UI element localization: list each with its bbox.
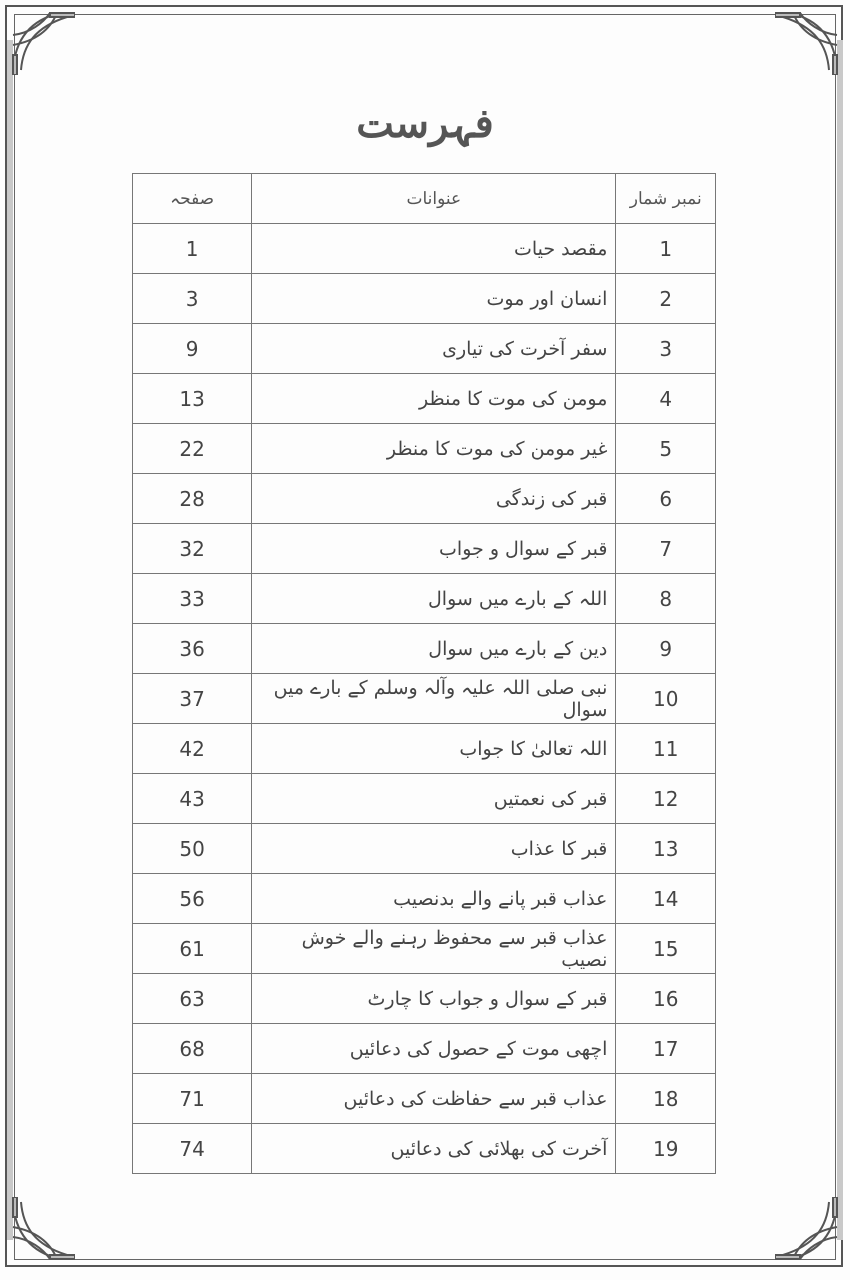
table-row xyxy=(133,924,716,974)
corner-ornament-icon xyxy=(775,1197,845,1267)
table-row xyxy=(133,474,716,524)
table-row xyxy=(133,1074,716,1124)
page-border-strip-left xyxy=(7,40,13,1240)
row-title: نبی صلی اللہ علیہ وآلہ وسلم کے بارے میں سوال xyxy=(252,674,616,724)
row-page-number: 68 xyxy=(133,1024,252,1074)
row-page-number: 43 xyxy=(133,774,252,824)
table-row xyxy=(133,574,716,624)
table-row xyxy=(133,224,716,274)
row-page-number: 56 xyxy=(133,874,252,924)
row-title: غیر مومن کی موت کا منظر xyxy=(252,424,616,474)
row-serial-number: 2 xyxy=(616,274,716,324)
row-title: مومن کی موت کا منظر xyxy=(252,374,616,424)
row-page-number: 33 xyxy=(133,574,252,624)
table-row xyxy=(133,774,716,824)
page-border-strip-right xyxy=(837,40,843,1240)
row-title: قبر کی زندگی xyxy=(252,474,616,524)
table-row xyxy=(133,524,716,574)
header-serial-number: نمبر شمار xyxy=(616,174,716,224)
row-title: اللہ کے بارے میں سوال xyxy=(252,574,616,624)
row-page-number: 42 xyxy=(133,724,252,774)
row-title: اچھی موت کے حصول کی دعائیں xyxy=(252,1024,616,1074)
row-title: انسان اور موت xyxy=(252,274,616,324)
table-row xyxy=(133,824,716,874)
header-titles: عنوانات xyxy=(252,174,616,224)
row-page-number: 63 xyxy=(133,974,252,1024)
table-row xyxy=(133,974,716,1024)
row-title: قبر کا عذاب xyxy=(252,824,616,874)
table-of-contents xyxy=(132,173,716,1174)
row-serial-number: 14 xyxy=(616,874,716,924)
row-page-number: 37 xyxy=(133,674,252,724)
row-title: قبر کے سوال و جواب کا چارٹ xyxy=(252,974,616,1024)
corner-ornament-icon xyxy=(5,1197,75,1267)
table-row xyxy=(133,674,716,724)
row-serial-number: 7 xyxy=(616,524,716,574)
row-serial-number: 1 xyxy=(616,224,716,274)
row-page-number: 32 xyxy=(133,524,252,574)
table-row xyxy=(133,1024,716,1074)
row-page-number: 36 xyxy=(133,624,252,674)
row-page-number: 9 xyxy=(133,324,252,374)
row-page-number: 22 xyxy=(133,424,252,474)
row-serial-number: 17 xyxy=(616,1024,716,1074)
row-serial-number: 10 xyxy=(616,674,716,724)
row-serial-number: 12 xyxy=(616,774,716,824)
row-serial-number: 18 xyxy=(616,1074,716,1124)
row-page-number: 1 xyxy=(133,224,252,274)
row-page-number: 74 xyxy=(133,1124,252,1174)
table-row xyxy=(133,724,716,774)
row-serial-number: 4 xyxy=(616,374,716,424)
row-title: قبر کی نعمتیں xyxy=(252,774,616,824)
table-row xyxy=(133,424,716,474)
row-page-number: 71 xyxy=(133,1074,252,1124)
row-title: مقصد حیات xyxy=(252,224,616,274)
row-title: عذاب قبر پانے والے بدنصیب xyxy=(252,874,616,924)
row-serial-number: 11 xyxy=(616,724,716,774)
table-header-row xyxy=(133,174,716,224)
row-title: سفر آخرت کی تیاری xyxy=(252,324,616,374)
table-row xyxy=(133,624,716,674)
row-page-number: 28 xyxy=(133,474,252,524)
row-page-number: 50 xyxy=(133,824,252,874)
row-title: دین کے بارے میں سوال xyxy=(252,624,616,674)
row-serial-number: 8 xyxy=(616,574,716,624)
row-page-number: 61 xyxy=(133,924,252,974)
row-title: اللہ تعالیٰ کا جواب xyxy=(252,724,616,774)
table-row xyxy=(133,374,716,424)
row-serial-number: 9 xyxy=(616,624,716,674)
row-title: عذاب قبر سے حفاظت کی دعائیں xyxy=(252,1074,616,1124)
table-row xyxy=(133,324,716,374)
corner-ornament-icon xyxy=(5,5,75,75)
row-serial-number: 5 xyxy=(616,424,716,474)
row-serial-number: 15 xyxy=(616,924,716,974)
corner-ornament-icon xyxy=(775,5,845,75)
row-title: آخرت کی بھلائی کی دعائیں xyxy=(252,1124,616,1174)
table-body xyxy=(133,224,716,1174)
row-serial-number: 3 xyxy=(616,324,716,374)
table-row xyxy=(133,874,716,924)
row-title: قبر کے سوال و جواب xyxy=(252,524,616,574)
row-serial-number: 13 xyxy=(616,824,716,874)
page-title: فہرست xyxy=(356,100,494,147)
row-page-number: 3 xyxy=(133,274,252,324)
row-serial-number: 19 xyxy=(616,1124,716,1174)
row-page-number: 13 xyxy=(133,374,252,424)
row-serial-number: 16 xyxy=(616,974,716,1024)
table-row xyxy=(133,1124,716,1174)
row-title: عذاب قبر سے محفوظ رہنے والے خوش نصیب xyxy=(252,924,616,974)
row-serial-number: 6 xyxy=(616,474,716,524)
header-page: صفحہ xyxy=(133,174,252,224)
table-row xyxy=(133,274,716,324)
